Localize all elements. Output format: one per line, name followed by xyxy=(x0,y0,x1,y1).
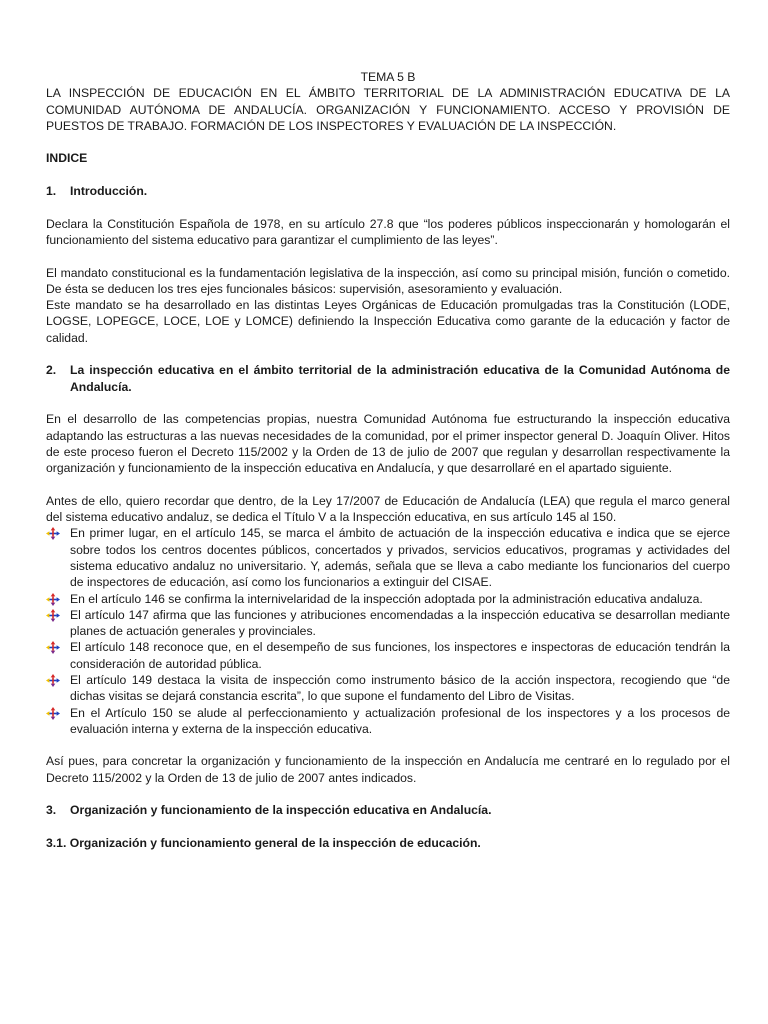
document-title: LA INSPECCIÓN DE EDUCACIÓN EN EL ÁMBITO TERRITORIAL DE LA ADMINISTRACIÓN EDUCATIVA DE LA COMUNIDAD AUTÓNOMA DE ANDALUCÍA. ORGANIZACIÓN Y FUNCIONAMIENTO. ACCESO Y PROVISIÓN DE PUESTOS DE TRABAJO. FORMACIÓN DE LOS INSPECTORES Y EVALUACIÓN DE LA INSPECCIÓN. xyxy=(46,86,730,133)
paragraph: Así pues, para concretar la organización y funcionamiento de la inspección en Andalucía me centraré en lo regulado por el Decreto 115/2002 y la Orden de 13 de julio de 2007 antes indicados. xyxy=(46,754,730,785)
list-item-text: El artículo 147 afirma que las funciones y atribuciones encomendadas a la inspección educativa se desarrollan mediante planes de actuación generales y provinciales. xyxy=(70,607,730,639)
list-item xyxy=(46,525,730,590)
tema-label: TEMA 5 B xyxy=(360,70,416,84)
list-item xyxy=(46,672,730,705)
list-item xyxy=(46,705,730,738)
section-number: 2. xyxy=(46,363,57,378)
section-2-heading xyxy=(46,362,730,395)
section-1-heading xyxy=(46,183,730,199)
bullet-list xyxy=(46,525,730,737)
paragraph: Declara la Constitución Española de 1978, en su artículo 27.8 que “los poderes públicos inspeccionarán y homologarán el funcionamiento del sistema educativo para garantizar el cumplimiento de las leyes”. xyxy=(46,216,730,247)
list-item-text: El artículo 148 reconoce que, en el desempeño de sus funciones, los inspectores e inspectoras de educación tendrán la consideración de autoridad pública. xyxy=(70,640,730,671)
paragraph: Antes de ello, quiero recordar que dentro, de la Ley 17/2007 de Educación de Andalucía (LEA) que regula el marco general del sistema educativo andaluz, se dedica el Título V a la Inspección educativa, en sus artículo 145 al 150. xyxy=(46,493,730,525)
list-item xyxy=(46,639,730,672)
four-way-arrow-icon xyxy=(46,672,70,705)
section-number: 3. xyxy=(46,803,57,818)
section-3-heading xyxy=(46,802,730,818)
four-way-arrow-icon xyxy=(46,525,70,590)
index-heading: INDICE xyxy=(46,151,88,166)
list-item-text: En primer lugar, en el artículo 145, se marca el ámbito de actuación de la inspección educativa e indica que se ejerce sobre todos los centros docentes públicos, concertados y privados, servicios educativos, programas y actividades del sistema educativo andaluz no universitario. Y, además, señala que se lleva a cabo mediante los funcionarios del cuerpo de inspectores de educación, así como los funcionarios a extinguir del CISAE. xyxy=(70,526,730,590)
list-item-text: En el artículo 146 se confirma la internivelaridad de la inspección adoptada por la administración educativa andaluza. xyxy=(70,591,703,606)
document-page xyxy=(46,69,730,851)
four-way-arrow-icon xyxy=(46,705,70,738)
four-way-arrow-icon xyxy=(46,639,70,672)
four-way-arrow-icon xyxy=(46,607,70,640)
paragraph: El mandato constitucional es la fundamentación legislativa de la inspección, así como su principal misión, función o cometido. De ésta se deducen los tres ejes funcionales básicos: supervisión, asesoramiento y evaluación. xyxy=(46,265,730,296)
four-way-arrow-icon xyxy=(46,591,70,607)
paragraph: Este mandato se ha desarrollado en las distintas Leyes Orgánicas de Educación promulgadas tras la Constitución (LODE, LOGSE, LOPEGCE, LOCE, LOE y LOMCE) definiendo la Inspección Educativa como garante de la educación y factor de calidad. xyxy=(46,298,730,345)
section-title: Introducción. xyxy=(70,184,148,199)
list-item xyxy=(46,591,730,607)
section-title: Organización y funcionamiento de la inspección educativa en Andalucía. xyxy=(70,803,492,818)
list-item-text: El artículo 149 destaca la visita de inspección como instrumento básico de la acción inspectora, recogiendo que “de dichas visitas se dejará constancia escrita”, lo que supone el fundamento del Libro de Visitas. xyxy=(70,672,730,704)
subsection-3-1-heading: 3.1. Organización y funcionamiento general de la inspección de educación. xyxy=(46,835,481,850)
list-item-text: En el Artículo 150 se alude al perfeccionamiento y actualización profesional de los inspectores y a los procesos de evaluación interna y externa de la inspección educativa. xyxy=(70,705,730,736)
list-item xyxy=(46,607,730,640)
paragraph: En el desarrollo de las competencias propias, nuestra Comunidad Autónoma fue estructurando la inspección educativa adaptando las estructuras a las nuevas necesidades de la comunidad, por el primer inspector general D. Joaquín Oliver. Hitos de este proceso fueron el Decreto 115/2002 y la Orden de 13 de julio de 2007 que regulan y desarrollan respectivamente la organización y funcionamiento de la inspección educativa en Andalucía, y que desarrollaré en el apartado siguiente. xyxy=(46,412,730,476)
section-title: La inspección educativa en el ámbito territorial de la administración educativa de la Comunidad Autónoma de Andalucía. xyxy=(70,363,730,394)
section-number: 1. xyxy=(46,184,57,199)
